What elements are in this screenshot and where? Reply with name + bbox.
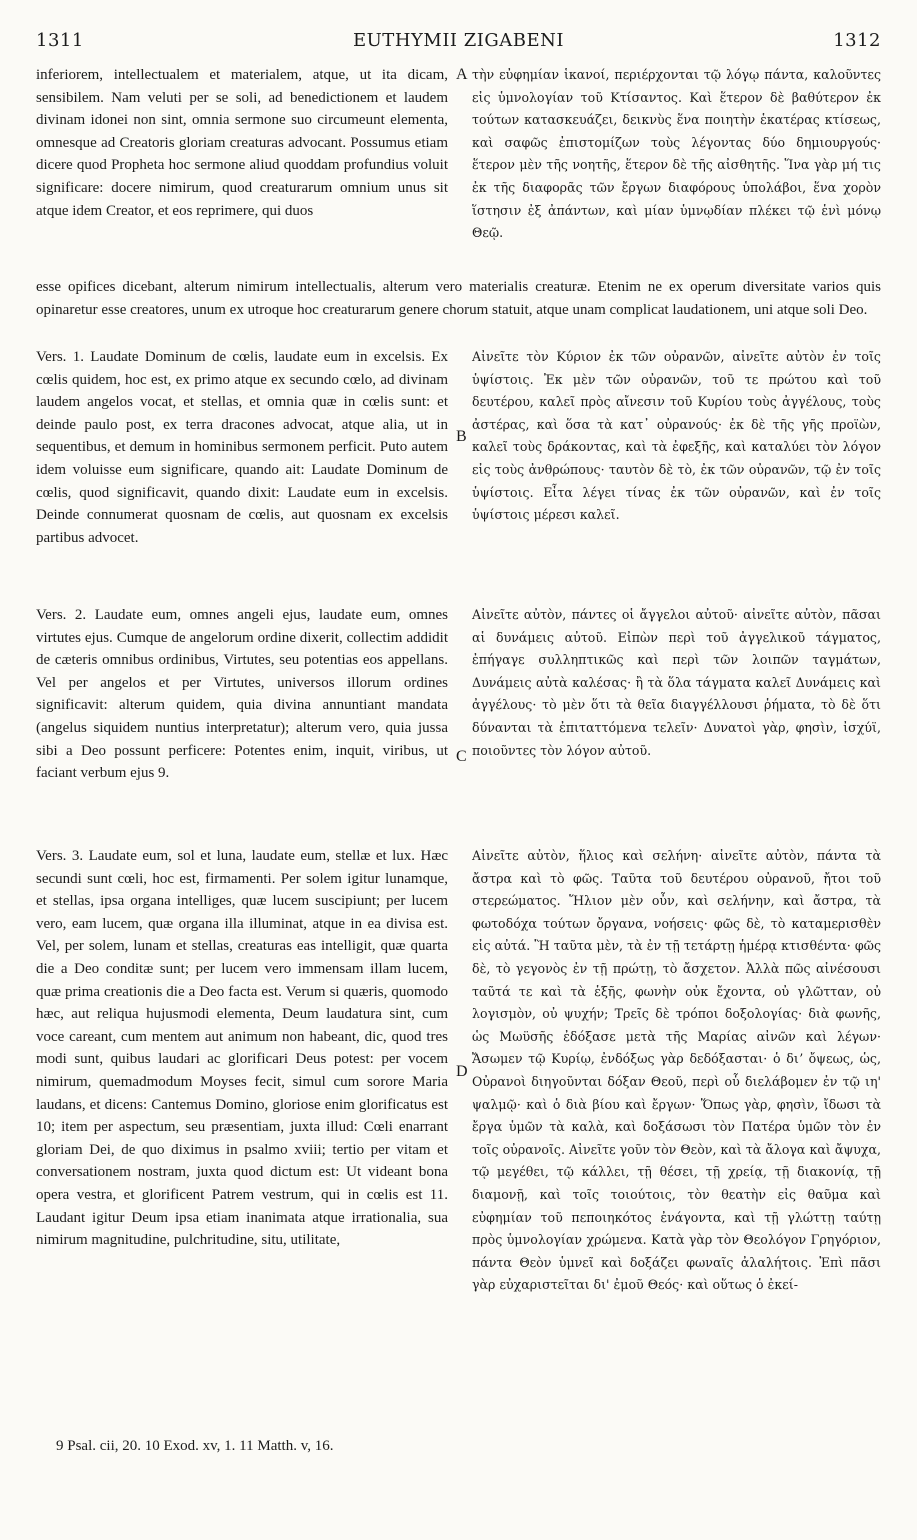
latin-verse-3 xyxy=(36,845,448,1252)
greek-verse-1 xyxy=(472,346,881,527)
latin-verse-2-text: Vers. 2. Laudate eum, omnes angeli ejus, laudate eum, omnes virtutes ejus. Cumque de angelorum ordine dixerit, collectim addidit de cæteris omnibus ordinibus, Virtutes, seu potentias eos appellans. Vel per angelos et per Virtutes, universos illorum ordines significavit: alterum quidem, quia divina annuntiant mandata (angelus siquidem nuntius interpretatur); alterum vero, quia jussa sibi a Deo possunt perficere: Potentes enim, inquit, viribus, ut faciant verbum ejus 9. xyxy=(36,607,448,782)
page-number-right: 1312 xyxy=(833,30,881,51)
running-header xyxy=(36,30,881,56)
greek-verse-1-text: Αἰνεῖτε τὸν Κύριον ἐκ τῶν οὐρανῶν, αἰνεῖτε αὐτὸν ἐν τοῖς ὑψίστοις. Ἐκ μὲν τῶν οὐρανῶν, τοῦ τε πρώτου καὶ τοῦ δευτέρου, καλεῖ πρὸς αἴνεσιν τοῦ Κυρίου τοὺς ἀγγέλους, τοὺς ἀστέρας, καὶ ὅσα τὰ κατ᾽ οὐρανούς· ἐκ δὲ τῆς γῆς προϊὼν, καλεῖ τοὺς δράκοντας, καὶ τὰ ἐφεξῆς, καὶ καταλύει τὸν λόγον εἰς τοὺς ἀνθρώπους· ταυτὸν δὲ τὸ, ἐκ τῶν οὐρανῶν, τῷ ἐν τοῖς ὑψίστοις. Εἶτα λέγει τίνας ἐκ τῶν οὐρανῶν, καὶ ἐν τοῖς ὑψίστοις μέρεσι καλεῖ. xyxy=(472,349,881,523)
greek-intro-text: τὴν εὐφημίαν ἱκανοί, περιέρχονται τῷ λόγῳ πάντα, καλοῦντες εἰς ὑμνολογίαν τοῦ Κτίσαντος. Καὶ ἕτερον δὲ βαθύτερον ἐκ τούτων κατασκευάζει, δεικνὺς ἕνα ποιητὴν ἑκατέρας κτίσεως, καὶ σαφῶς ἐπιστομίζων τοὺς λέγοντας δύο δημιουργούς· ἕτερον μὲν τῆς νοητῆς, ἕτερον δὲ τῆς αἰσθητῆς. Ἵνα γὰρ μή τις ἐκ τῆς διαφορᾶς τῶν ἔργων διαφόρους ὑπολάβοι, ἕνα χορὸν ἵστησιν ἐξ ἀπάντων, καὶ μίαν ὑμνῳδίαν πλέκει τῷ ἑνὶ μόνῳ Θεῷ. xyxy=(472,67,881,241)
page-number-left: 1311 xyxy=(36,30,84,51)
section-marker-c: C xyxy=(456,748,467,765)
running-title: EUTHYMII ZIGABENI xyxy=(353,30,564,51)
section-marker-a: A xyxy=(456,66,468,83)
greek-intro xyxy=(472,64,881,245)
latin-intro xyxy=(36,64,448,222)
full-width-text: esse opifices dicebant, alterum nimirum intellectualis, alterum vero materialis creaturæ. Etenim ne ex operum diversitate varios quis opinaretur esse creatores, unum ex utroque hoc creaturarum genere chorum statuit, atque unam complicat laudationem, uni atque soli Deo. xyxy=(36,279,881,318)
greek-verse-2 xyxy=(472,604,881,762)
latin-verse-3-text: Vers. 3. Laudate eum, sol et luna, laudate eum, stellæ et lux. Hæc secundi sunt cœli, hoc est, firmamenti. Per solem igitur lunamque, et stellas, ipsa organa intelliges, quæ lucem suscipiunt; per lucem vero, eam lucem, quæ organa illa illuminat, atque in ea divisa est. Vel, per solem, lunam et stellas, creaturas eas intelligit, quæ quarta die a Deo conditæ sunt; per lucem vero immensam illam lucem, quæ prima creationis die a Deo facta est. Verum si quæris, quomodo hæc, aut reliqua hujusmodi elementa, Deum laudatura sint, cum voce careant, cum mentem aut animum non habeant, dic, quod tres modi sunt, quibus laudari ac glorificari Deus potest: per vocem nimirum, quemadmodum Moyses fecit, simul cum sorore Maria laudans, et dicens: Cantemus Domino, gloriose enim glorificatus est 10; item per aspectum, seu præsentiam, juxta illud: Cœli enarrant gloriam Dei, de quo diximus in psalmo xviii; tertio per vitam et conversationem nostram, juxta quod dictum est: Ut videant bona opera vestra, et glorificent Patrem vestrum, qui in cœlis est 11. Laudant igitur Deum ipsa etiam inanimata atque irrationalia, sua nimirum magnitudine, pulchritudine, situ, utilitate, xyxy=(36,848,448,1249)
section-marker-d: D xyxy=(456,1063,468,1080)
latin-verse-1 xyxy=(36,346,448,549)
section-marker-b: B xyxy=(456,428,467,445)
greek-verse-2-text: Αἰνεῖτε αὐτὸν, πάντες οἱ ἄγγελοι αὐτοῦ· αἰνεῖτε αὐτὸν, πᾶσαι αἱ δυνάμεις αὐτοῦ. Εἰπὼν περὶ τοῦ ἀγγελικοῦ τάγματος, ἐπήγαγε συλληπτικῶς καὶ περὶ τῶν λοιπῶν ταγμάτων, Δυνάμεις αὐτὰ καλέσας· ἢ τὰ ὅλα τάγματα καλεῖ Δυνάμεις καὶ ἀγγέλους· τὸ μὲν ὅτι τὰ θεῖα διαγγέλλουσι ῥήματα, τὸ δὲ ὅτι δύνανται τὰ ἐπιταττόμενα τελεῖν· Δυνατοὶ γὰρ, φησὶν, ἰσχύϊ, ποιοῦντες τὸν λόγον αὐτοῦ. xyxy=(472,607,881,758)
latin-verse-1-text: Vers. 1. Laudate Dominum de cœlis, laudate eum in excelsis. Ex cœlis quidem, hoc est, ex primo atque ex secundo cœlo, ad divinam laudem angelos vocat, et stellas, et omnia quæ in cœlis sunt: et deinde paulo post, ex terra dracones advocat, atque alia, ut in sequentibus, et demum in hominibus sermonem perficit. Puto autem idem voluisse eum significare, quando ait: Laudate Dominum de cœlis, quod significavit, quando dixit: Laudate eum in excelsis. Deinde connumerat quosnam de cœlis, aut quosnam ex excelsis partibus advocet. xyxy=(36,349,448,546)
latin-verse-2 xyxy=(36,604,448,785)
footnotes: 9 Psal. cii, 20. 10 Exod. xv, 1. 11 Matth. v, 16. xyxy=(56,1438,334,1454)
greek-verse-3-text: Αἰνεῖτε αὐτὸν, ἥλιος καὶ σελήνη· αἰνεῖτε αὐτὸν, πάντα τὰ ἄστρα καὶ τὸ φῶς. Ταῦτα τοῦ δευτέρου οὐρανοῦ, ἤτοι τοῦ στερεώματος. Ἥλιον μὲν οὖν, καὶ σελήνην, καὶ ἄστρα, τὰ φωτοδόχα τούτων ὄργανα, νοήσεις· φῶς δὲ, τὸ καταμερισθὲν εἰς αὐτά. Ἢ ταῦτα μὲν, τὰ ἐν τῇ τετάρτῃ ἡμέρᾳ κτισθέντα· φῶς δὲ, τὸ γεγονὸς ἐν τῇ πρώτῃ, τὸ ἄσχετον. Ἀλλὰ πῶς αἰνέσουσι ταῦτά τε καὶ τὰ ἑξῆς, φωνὴν οὐκ ἔχοντα, οὐ γλῶτταν, οὐ λογισμὸν, οὐ ψυχήν; Τρεῖς δὲ τρόποι δοξολογίας· διὰ φωνῆς, ὡς Μωϋσῆς ἐδόξασε μετὰ τῆς Μαρίας αἰνῶν καὶ λέγων· Ἄσωμεν τῷ Κυρίῳ, ἐνδόξως γὰρ δεδόξασται· ὁ διʼ ὄψεως, ὡς, Οὐρανοὶ διηγοῦνται δόξαν Θεοῦ, περὶ οὗ διελάβομεν ἐν τῷ ιη' ψαλμῷ· καὶ ὁ διὰ βίου καὶ ἔργων· Ὅπως γὰρ, φησὶν, ἴδωσι τὰ ἔργα ὑμῶν τὰ καλὰ, καὶ δοξάσωσι τὸν Πατέρα ὑμῶν τὸν ἐν τοῖς οὐρανοῖς. Αἰνεῖτε γοῦν τὸν Θεὸν, καὶ τὰ ἄλογα καὶ ἄψυχα, τῷ μεγέθει, τῷ κάλλει, τῇ θέσει, τῇ χρείᾳ, τῇ διακονίᾳ, τῇ διαμονῇ, καὶ τοῖς τοιούτοις, τὸν θεατὴν εἰς θαῦμα καὶ εὐφημίαν τοῦ πεποιηκότος ἐνάγοντα, καὶ τῇ γλώττῃ ταύτῃ πρὸς ὑμνολογίαν χρώμενα. Κατὰ γὰρ τὸν Θεολόγον Γρηγόριον, πάντα Θεὸν ὑμνεῖ καὶ δοξάζει φωναῖς ἀλαλήτοις. Ἐπὶ πᾶσι γὰρ εὐχαριστεῖται δι' ἐμοῦ Θεός· καὶ οὕτως ὁ ἐκεί- xyxy=(472,848,881,1293)
full-width-passage xyxy=(36,276,881,321)
greek-verse-3 xyxy=(472,845,881,1297)
latin-intro-text: inferiorem, intellectualem et materialem, atque, ut ita dicam, sensibilem. Nam veluti per se soli, ad benedictionem et laudem divinam idonei non sint, omnia sermone suo circumeunt elementa, omnesque ad Creatoris gloriam creaturas advocant. Possumus etiam dicere quod Propheta hoc sermone aliud quoddam profundius voluit significare: docere nimirum, quod creaturarum omnium unus sit atque idem Creator, et eos reprimere, qui duos xyxy=(36,67,448,219)
